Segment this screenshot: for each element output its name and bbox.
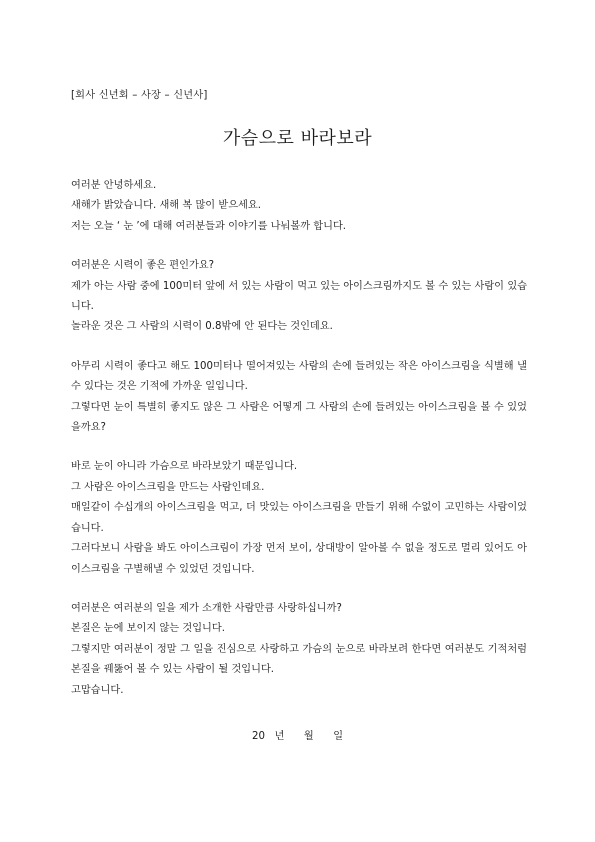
date-line: 20 년 월 일 [251, 731, 344, 742]
paragraph-line: 그러다보니 사람을 봐도 아이스크림이 가장 먼저 보이, 상대방이 알아볼 수 없을 정도로 멀리 있어도 아이스크림을 구별해낼 수 있었던 것입니다. [71, 543, 527, 575]
paragraph-line: 아무리 시력이 좋다고 해도 100미터나 떨어져있는 사람의 손에 들려있는 작은 아이스크림을 식별해 낼 수 있다는 것은 기적에 가까운 일입니다. [71, 360, 527, 393]
paragraph-line: 본질은 눈에 보이지 않는 것입니다. [71, 623, 225, 635]
paragraph-greeting [71, 176, 527, 237]
paragraph-line: 저는 오늘 ‘ 눈 ’에 대해 여러분들과 이야기를 나눠볼까 합니다. [71, 220, 347, 232]
paragraph-miracle [71, 357, 527, 439]
paragraph-eyesight [71, 256, 527, 338]
paragraph-line: 놀라운 것은 그 사람의 시력이 0.8밖에 안 된다는 것인데요. [71, 321, 333, 333]
paragraph-line: 그렇다면 눈이 특별히 좋지도 않은 그 사람은 어떻게 그 사람의 손에 들려있는 아이스크림을 볼 수 있었을까요? [71, 401, 527, 434]
document-title: 가슴으로 바라보라 [222, 128, 373, 149]
paragraph-line: 고맙습니다. [71, 684, 124, 696]
paragraph-line: 여러분 안녕하세요. [71, 180, 157, 191]
paragraph-line: 여러분은 시력이 좋은 편인가요? [71, 260, 215, 272]
paragraph-line: 바로 눈이 아니라 가슴으로 바라보았기 때문입니다. [71, 461, 298, 473]
paragraph-line: 새해가 밝았습니다. 새해 복 많이 받으세요. [71, 200, 261, 212]
paragraph-line: 매일같이 수십개의 아이스크림을 먹고, 더 맛있는 아이스크림을 만들기 위해 수없이 고민하는 사람이었습니다. [71, 502, 527, 534]
document-header-label: [회사 신년회 – 사장 – 신년사] [71, 90, 208, 101]
paragraph-line: 제가 아는 사람 중에 100미터 앞에 서 있는 사람이 먹고 있는 아이스크림까지도 볼 수 있는 사람이 있습니다. [71, 280, 527, 313]
paragraph-line: 여러분은 여러분의 일을 제가 소개한 사람만큼 사랑하십니까? [71, 602, 342, 614]
speech-body [71, 176, 527, 701]
paragraph-heart [71, 457, 527, 579]
paragraph-line: 그 사람은 아이스크림을 만드는 사람인데요. [71, 481, 265, 493]
paragraph-closing [71, 599, 527, 701]
paragraph-line: 그렇지만 여러분이 정말 그 일을 진심으로 사랑하고 가슴의 눈으로 바라보려 한다면 여러분도 기적처럼 본질을 꿰뚫어 볼 수 있는 사람이 될 것입니다. [71, 643, 527, 676]
